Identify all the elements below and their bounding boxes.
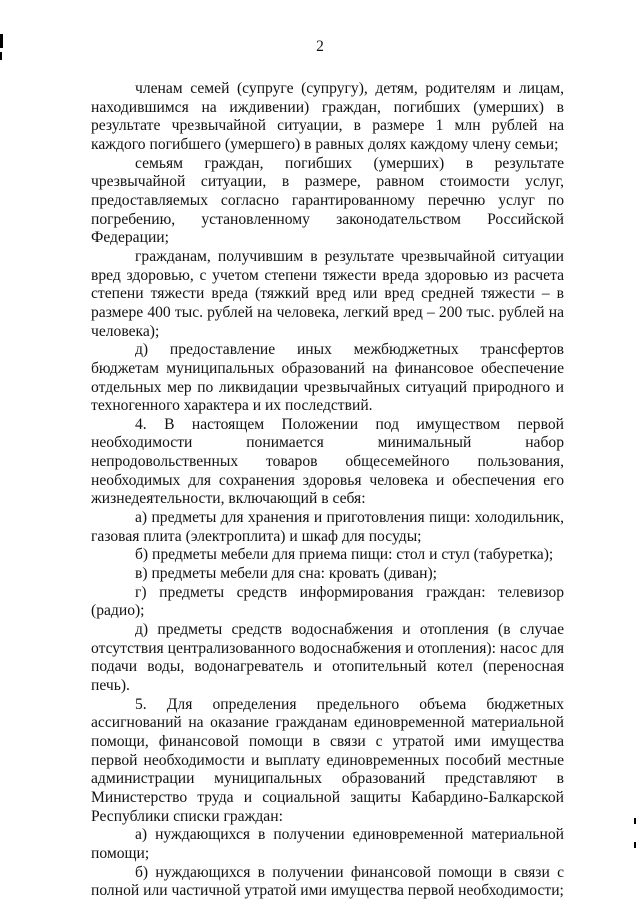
scan-mark-right-lower: [634, 842, 636, 848]
paragraph: б) предметы мебели для приема пищи: стол и стул (табуретка);: [135, 546, 554, 564]
paragraph: б) нуждающихся в получении финансовой помощи в связи с полной или частичной утратой ими имущества первой необходимости;: [91, 863, 564, 900]
paragraph: 5. Для определения предельного объема бюджетных ассигнований на оказание гражданам единовременной материальной помощи, финансовой помощи в связи с утратой ими имущества первой необходимости и выплату единовременных пособий местные администрации муниципальных образований представляют в Министерство труда и социальной защиты Кабардино-Балкарской Республики списки граждан:: [91, 695, 564, 825]
paragraph: г) предметы средств информирования граждан: телевизор (радио);: [91, 583, 564, 620]
document-body: [91, 80, 564, 901]
page-number: 2: [316, 38, 324, 55]
paragraph: д) предметы средств водоснабжения и отопления (в случае отсутствия централизованного водоснабжения и отопления): насос для подачи воды, водонагреватель и отопительный котел (переносная печь).: [91, 621, 564, 694]
paragraph: членам семей (супруге (супругу), детям, родителям и лицам, находившимся на иждивении) граждан, погибших (умерших) в результате чрезвычайной ситуации, в размере 1 млн рублей на каждого погибшего (умершего) в равных долях каждому члену семьи;: [91, 80, 564, 153]
paragraph: 4. В настоящем Положении под имуществом первой необходимости понимается минимальный набор непродовольственных товаров общесемейного пользования, необходимых для сохранения здоровья человека и обеспечения его жизнедеятельности, включающий в себя:: [91, 415, 564, 508]
scan-mark-right: [634, 818, 636, 824]
paragraph: в) предметы мебели для сна: кровать (диван);: [135, 565, 437, 583]
paragraph: а) нуждающихся в получении единовременной материальной помощи;: [91, 826, 564, 862]
paragraph: д) предоставление иных межбюджетных трансфертов бюджетам муниципальных образований на финансовое обеспечение отдельных мер по ликвидации чрезвычайных ситуаций природного и техногенного характера и их последствий.: [91, 341, 564, 415]
paragraph: гражданам, получившим в результате чрезвычайной ситуации вред здоровью, с учетом степени тяжести вреда здоровью из расчета степени тяжести вреда (тяжкий вред или вред средней тяжести – в размере 400 тыс. рублей на человека, легкий вред – 200 тыс. рублей на человека);: [91, 247, 564, 340]
paragraph: семьям граждан, погибших (умерших) в результате чрезвычайной ситуации, в размере, равном стоимости услуг, предоставляемых согласно гарантированному перечню услуг по погребению, установленному законодательством Российской Федерации;: [91, 154, 564, 247]
paragraph: а) предметы для хранения и приготовления пищи: холодильник, газовая плита (электроплита) и шкаф для посуды;: [91, 509, 564, 545]
